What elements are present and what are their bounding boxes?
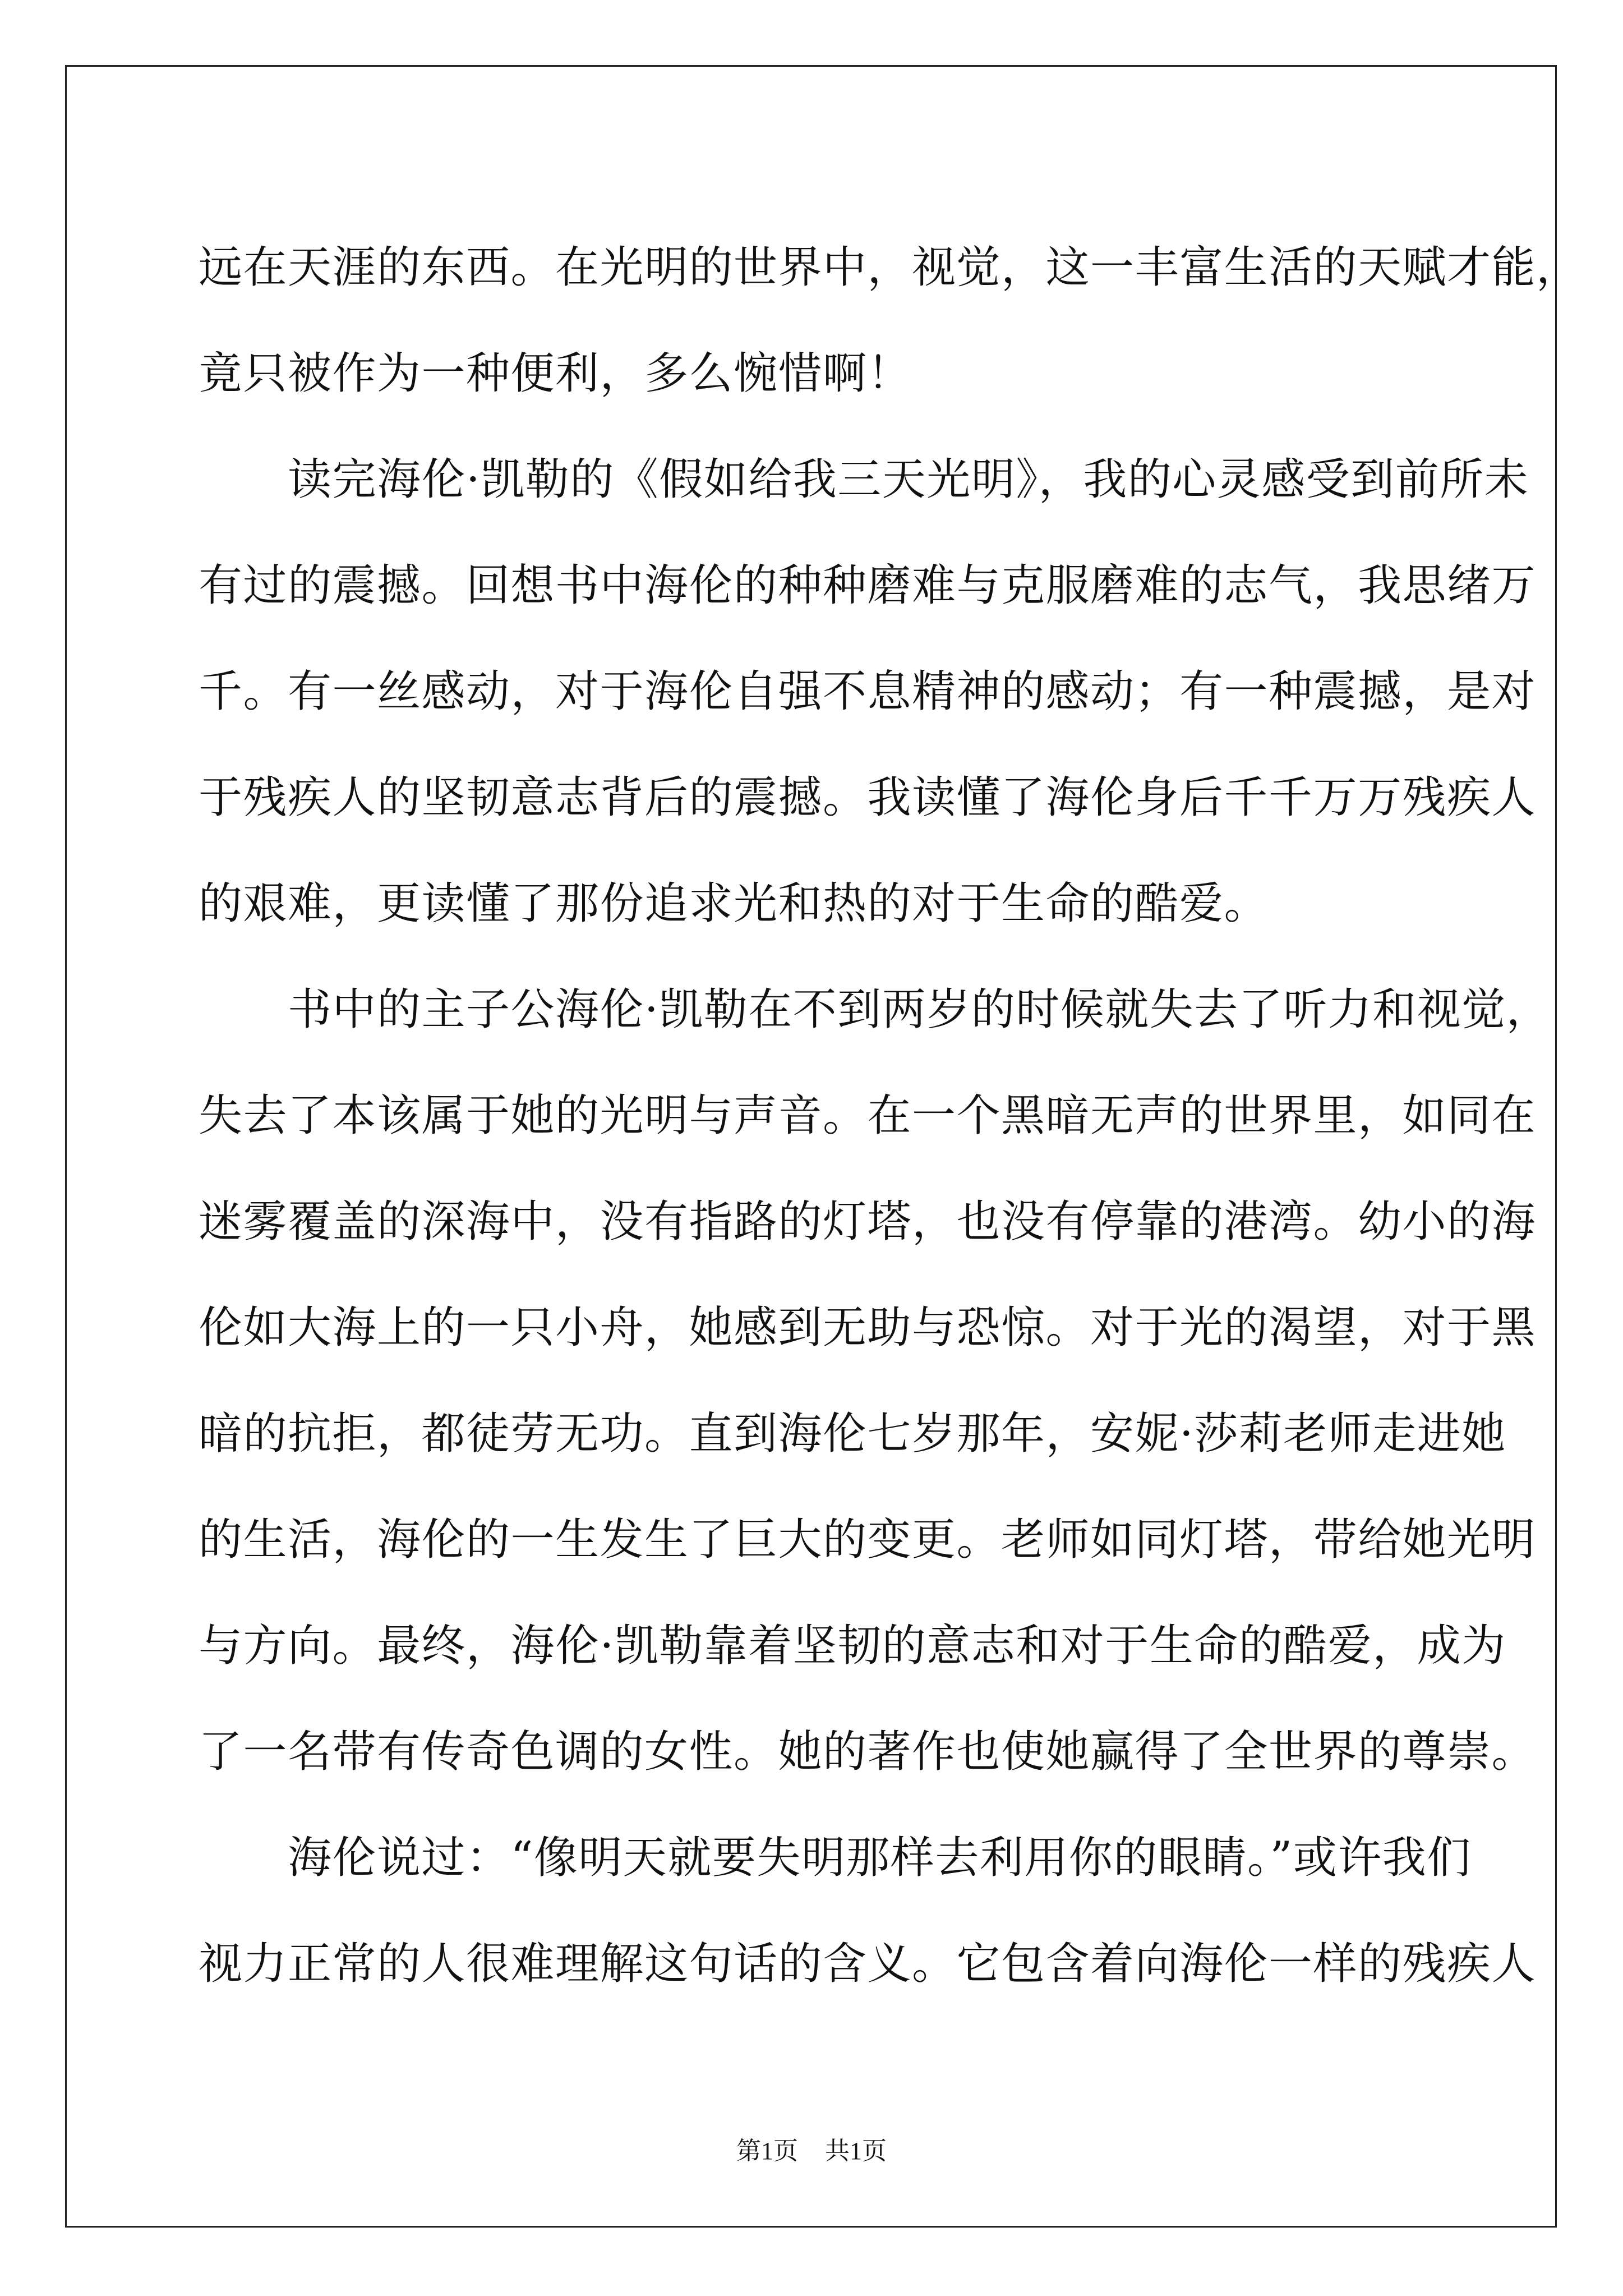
- text-line: 与方向。最终，海伦·凯勒靠着坚韧的意志和对于生命的酷爱，成为: [199, 1621, 1506, 1671]
- text-line: 视力正常的人很难理解这句话的含义。它包含着向海伦一样的残疾人: [199, 1939, 1537, 1989]
- text-line: 伦如大海上的一只小舟，她感到无助与恐惊。对于光的渴望，对于黑: [199, 1303, 1537, 1353]
- text-line: 暗的抗拒，都徒劳无功。直到海伦七岁那年，安妮·莎莉老师走进她: [199, 1409, 1506, 1459]
- page-number-total: 共1页: [825, 2137, 887, 2165]
- text-line: 竟只被作为一种便利，多么惋惜啊！: [199, 348, 912, 399]
- document-body: [199, 215, 1581, 2017]
- text-line: 的艰难，更读懂了那份追求光和热的对于生命的酷爱。: [199, 878, 1269, 929]
- page-number-current: 第1页: [736, 2137, 798, 2165]
- text-line: 千。有一丝感动，对于海伦自强不息精神的感动；有一种震撼，是对: [199, 666, 1537, 717]
- text-line: 读完海伦·凯勒的《假如给我三天光明》，我的心灵感受到前所未: [199, 454, 1529, 505]
- text-line: 海伦说过：“像明天就要失明那样去利用你的眼睛。”或许我们: [199, 1833, 1472, 1883]
- page-footer: [0, 2134, 1623, 2168]
- text-line: 迷雾覆盖的深海中，没有指路的灯塔，也没有停靠的港湾。幼小的海: [199, 1197, 1537, 1247]
- text-line: 失去了本该属于她的光明与声音。在一个黑暗无声的世界里，如同在: [199, 1091, 1537, 1141]
- text-line: 了一名带有传奇色调的女性。她的著作也使她赢得了全世界的尊崇。: [199, 1727, 1537, 1777]
- text-line: 有过的震撼。回想书中海伦的种种磨难与克服磨难的志气，我思绪万: [199, 560, 1537, 611]
- text-line: 远在天涯的东西。在光明的世界中，视觉，这一丰富生活的天赋才能，: [199, 242, 1581, 293]
- text-line: 书中的主子公海伦·凯勒在不到两岁的时候就失去了听力和视觉，: [199, 984, 1551, 1035]
- text-line: 的生活，海伦的一生发生了巨大的变更。老师如同灯塔，带给她光明: [199, 1515, 1537, 1565]
- text-line: 于残疾人的坚韧意志背后的震撼。我读懂了海伦身后千千万万残疾人: [199, 772, 1537, 823]
